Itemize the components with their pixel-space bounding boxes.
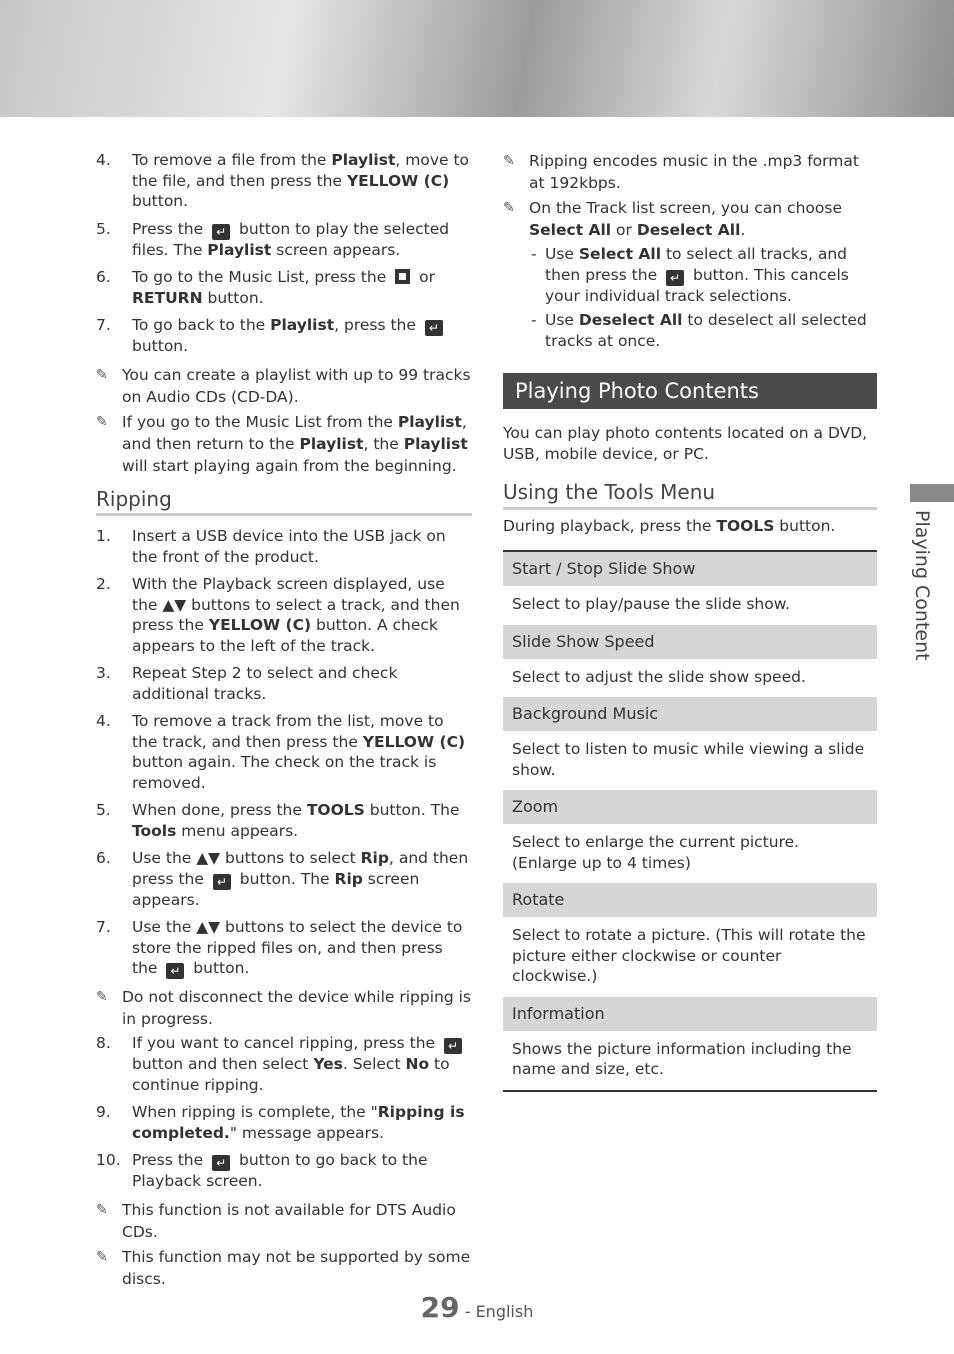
step-item	[96, 574, 472, 656]
step-number: 10.	[96, 1151, 121, 1169]
ripping-heading: Ripping	[96, 489, 472, 517]
note-item	[96, 1246, 472, 1290]
tools-option-description: Select to enlarge the current picture. (Enlarge up to 4 times)	[512, 833, 800, 872]
bold-term: RETURN	[132, 288, 203, 307]
bold-term: Tools	[132, 821, 177, 840]
section-intro: You can play photo contents located on a DVD, USB, mobile device, or PC.	[503, 424, 868, 463]
ripping-notes	[96, 986, 472, 1030]
tools-option-name: Slide Show Speed	[503, 625, 877, 659]
bold-term: Playlist	[270, 316, 335, 334]
enter-button-icon: ↵	[444, 1038, 462, 1054]
page-number: 29	[420, 1291, 460, 1324]
subnote-text: Use Select All to select all tracks, and then press the ↵ button. This cancels your individual track selections.	[545, 245, 849, 305]
step-number: 1.	[96, 527, 111, 545]
tools-option-name: Zoom	[503, 790, 877, 824]
note-pencil-icon: ✎	[96, 1201, 108, 1218]
tools-option-description: Shows the picture information including the name and size, etc.	[512, 1039, 852, 1078]
tools-option-description: Select to rotate a picture. (This will rotate the picture either clockwise or counter clockwise.)	[512, 926, 866, 985]
step-number: 6.	[96, 849, 111, 867]
select-all-subnotes	[503, 244, 877, 351]
tools-menu-heading: Using the Tools Menu	[503, 482, 877, 510]
tools-option-name: Background Music	[503, 697, 877, 731]
step-number: 7.	[96, 316, 111, 334]
step-text: With the Playback screen displayed, use the ▲▼ buttons to select a track, and then press the YELLOW (C) button. A check appears to the left of the track.	[132, 575, 460, 655]
bold-term: Playlist	[331, 151, 396, 169]
step-number: 9.	[96, 1103, 111, 1121]
step-item	[96, 219, 472, 261]
playlist-steps	[96, 150, 472, 357]
step-number: 3.	[96, 664, 111, 682]
bold-term: Playlist	[207, 240, 272, 259]
note-pencil-icon: ✎	[96, 989, 108, 1005]
bold-term: Rip	[360, 849, 389, 867]
note-text: If you go to the Music List from the Playlist, and then return to the Playlist, the Playlist will start playing again from the beginning.	[122, 412, 468, 475]
note-item	[503, 197, 877, 241]
stop-button-icon	[395, 269, 410, 284]
step-item	[96, 150, 472, 212]
note-pencil-icon: ✎	[503, 200, 515, 216]
step-number: 5.	[96, 801, 111, 819]
step-number: 5.	[96, 219, 111, 238]
header-banner	[0, 0, 954, 117]
enter-button-icon: ↵	[666, 270, 684, 286]
bold-term: Deselect All	[578, 311, 683, 329]
step-item	[96, 800, 472, 841]
step-item	[96, 1033, 472, 1095]
step-item	[96, 917, 472, 979]
step-item	[96, 848, 472, 910]
bold-term: Ripping is completed.	[132, 1103, 465, 1142]
step-text: To remove a file from the Playlist, move to the file, and then press the YELLOW (C) button.	[132, 151, 470, 210]
ripping-end-notes	[96, 1199, 472, 1290]
bold-term: Deselect All	[636, 221, 741, 239]
tools-table	[503, 550, 877, 1092]
section-title: Playing Photo Contents	[503, 373, 877, 409]
step-text: Use the ▲▼ buttons to select Rip, and then press the ↵ button. The Rip screen appears.	[132, 849, 469, 909]
bold-term: YELLOW (C)	[208, 616, 312, 634]
subnote-dash: -	[531, 245, 537, 263]
step-item	[96, 315, 472, 357]
right-column	[503, 150, 877, 1092]
ripping-steps	[96, 526, 472, 979]
enter-button-icon: ↵	[166, 963, 184, 979]
step-number: 7.	[96, 918, 111, 936]
step-text: Repeat Step 2 to select and check additional tracks.	[132, 664, 398, 703]
bold-term: Playlist	[403, 434, 468, 453]
note-item	[96, 986, 472, 1030]
subnote-item	[531, 244, 877, 306]
step-number: 4.	[96, 712, 111, 730]
step-text: When ripping is complete, the "Ripping is completed." message appears.	[132, 1103, 465, 1142]
tools-option-name: Rotate	[503, 883, 877, 917]
step-text: To remove a track from the list, move to the track, and then press the YELLOW (C) button again. The check on the track is removed.	[132, 712, 466, 792]
step-number: 8.	[96, 1034, 111, 1052]
playlist-notes	[96, 364, 472, 477]
subnote-dash: -	[531, 311, 537, 329]
bold-term: No	[405, 1055, 430, 1073]
bold-term: YELLOW (C)	[346, 171, 450, 190]
note-text: Ripping encodes music in the .mp3 format at 192kbps.	[529, 152, 859, 192]
note-item	[503, 150, 877, 194]
step-number: 6.	[96, 268, 111, 286]
step-text: To go to the Music List, press the or RETURN button.	[132, 268, 435, 307]
step-text: When done, press the TOOLS button. The Tools menu appears.	[132, 801, 460, 840]
bold-term: Rip	[334, 869, 363, 888]
step-number: 2.	[96, 575, 111, 593]
note-item	[96, 364, 472, 408]
step-text: Press the ↵ button to play the selected files. The Playlist screen appears.	[132, 219, 450, 259]
step-text: Press the ↵ button to go back to the Playback screen.	[132, 1151, 428, 1190]
note-text: This function is not available for DTS Audio CDs.	[122, 1200, 456, 1241]
step-text: Use the ▲▼ buttons to select the device to store the ripped files on, and then press the ↵ button.	[132, 918, 463, 978]
step-item	[96, 663, 472, 704]
note-pencil-icon: ✎	[503, 153, 515, 169]
tools-option-description: Select to play/pause the slide show.	[512, 595, 790, 613]
note-text: On the Track list screen, you can choose Select All or Deselect All.	[529, 199, 842, 239]
enter-button-icon: ↵	[212, 1155, 230, 1171]
enter-button-icon: ↵	[212, 224, 230, 240]
note-pencil-icon: ✎	[96, 1248, 108, 1265]
enter-button-icon: ↵	[425, 320, 443, 336]
chapter-side-label: Playing Content	[911, 510, 933, 661]
bold-term: TOOLS	[306, 801, 365, 819]
step-item	[96, 526, 472, 567]
tools-intro: During playback, press the TOOLS button.	[503, 516, 836, 535]
subnote-text: Use Deselect All to deselect all selected tracks at once.	[545, 311, 867, 350]
enter-button-icon: ↵	[213, 874, 231, 890]
bold-term: Select All	[578, 245, 662, 263]
note-item	[96, 411, 472, 477]
step-text: If you want to cancel ripping, press the ↵ button and then select Yes. Select No to continue ripping.	[132, 1033, 472, 1095]
ripping-steps-continued	[96, 1033, 472, 1192]
step-text: Insert a USB device into the USB jack on the front of the product.	[132, 527, 446, 566]
note-text: This function may not be supported by some discs.	[122, 1247, 471, 1288]
step-item	[96, 711, 472, 793]
note-pencil-icon: ✎	[96, 366, 108, 383]
step-text: To go back to the Playlist, press the ↵ button.	[132, 315, 472, 357]
subnote-item	[531, 310, 877, 351]
tools-option-description: Select to adjust the slide show speed.	[512, 667, 806, 686]
bold-term: Playlist	[299, 434, 364, 453]
tools-option-description: Select to listen to music while viewing a slide show.	[512, 740, 865, 779]
left-column	[96, 150, 472, 1293]
note-pencil-icon: ✎	[96, 413, 108, 430]
ripping-format-notes	[503, 150, 877, 241]
tools-option-name: Information	[503, 997, 877, 1031]
note-item	[96, 1199, 472, 1243]
step-item	[96, 1150, 472, 1192]
note-text: Do not disconnect the device while ripping is in progress.	[122, 988, 472, 1028]
page-language: - English	[464, 1302, 534, 1321]
note-text: You can create a playlist with up to 99 tracks on Audio CDs (CD-DA).	[122, 365, 471, 406]
bold-term: YELLOW (C)	[362, 732, 466, 751]
page-footer	[0, 1291, 954, 1324]
bold-term: Playlist	[397, 412, 462, 431]
bold-term: Select All	[529, 221, 612, 239]
step-item	[96, 1102, 472, 1143]
step-number: 4.	[96, 151, 111, 169]
chapter-tab-marker	[910, 484, 954, 502]
tools-option-name: Start / Stop Slide Show	[503, 552, 877, 586]
step-item	[96, 267, 472, 308]
bold-term: Yes	[313, 1055, 343, 1073]
bold-term: TOOLS	[716, 516, 775, 535]
